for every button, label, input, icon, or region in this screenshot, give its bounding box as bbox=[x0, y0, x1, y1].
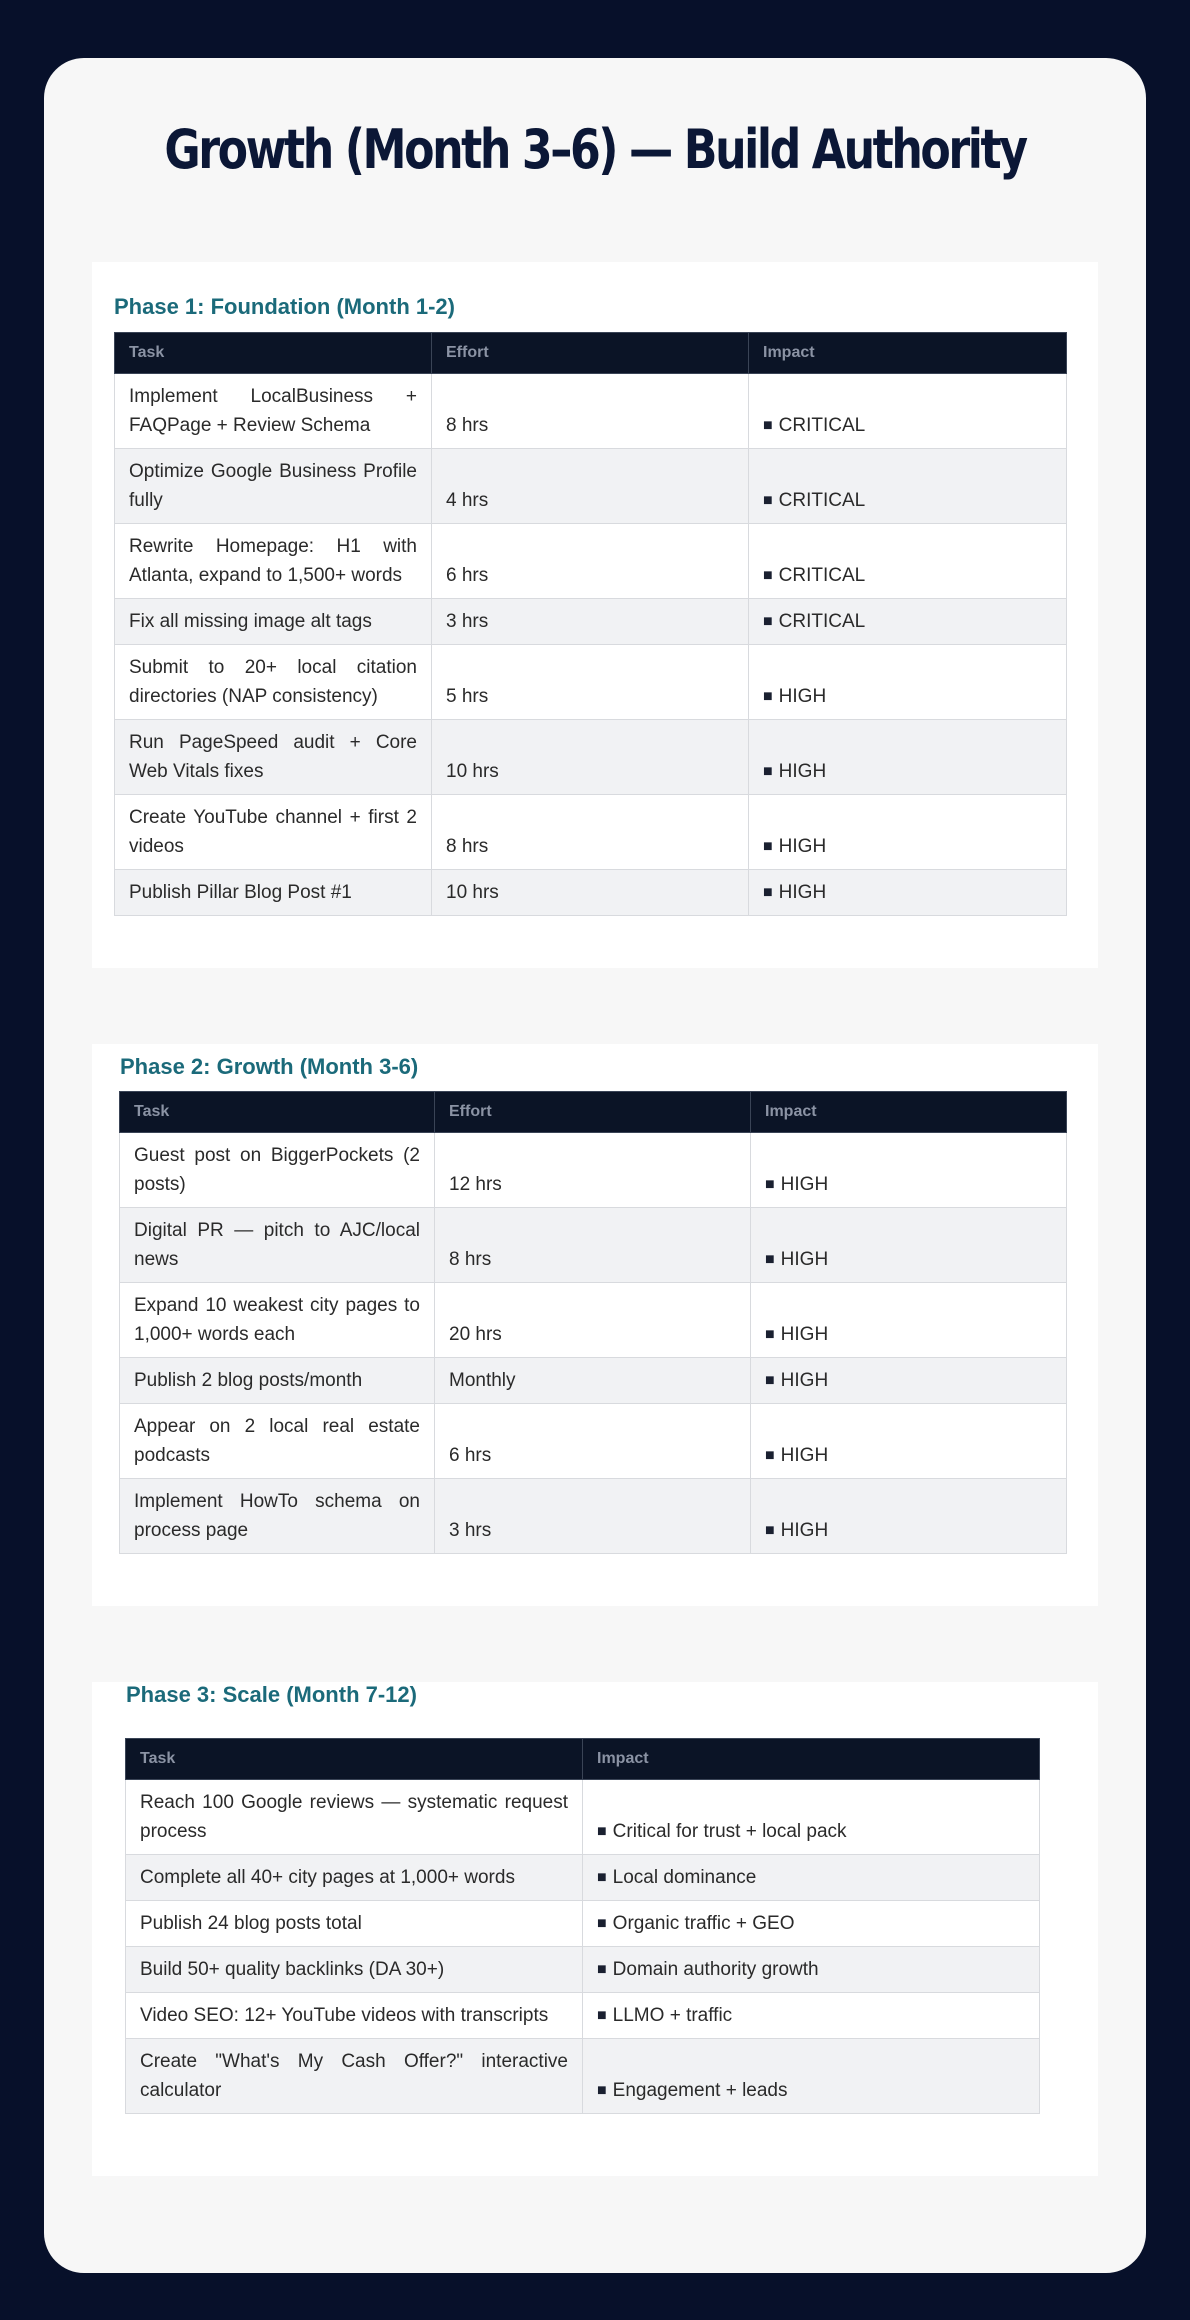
impact-label: HIGH bbox=[780, 1249, 829, 1270]
effort-cell: 12 hrs bbox=[435, 1133, 751, 1208]
impact-label: HIGH bbox=[780, 1174, 829, 1195]
phase-2-heading: Phase 2: Growth (Month 3-6) bbox=[120, 1054, 419, 1079]
table-row bbox=[126, 1993, 1040, 2039]
column-header-impact: Impact bbox=[583, 1739, 1040, 1780]
table-row bbox=[126, 1780, 1040, 1855]
square-bullet-icon: ■ bbox=[763, 492, 773, 509]
table-row bbox=[126, 1901, 1040, 1947]
impact-label: CRITICAL bbox=[778, 415, 866, 436]
square-bullet-icon: ■ bbox=[597, 1869, 607, 1886]
impact-label: HIGH bbox=[778, 761, 827, 782]
task-cell: Create "What's My Cash Offer?" interactive calculator bbox=[126, 2039, 583, 2114]
impact-cell bbox=[751, 1404, 1067, 1479]
phase-1-table bbox=[114, 332, 1067, 916]
table-row bbox=[120, 1133, 1067, 1208]
task-cell: Digital PR — pitch to AJC/local news bbox=[120, 1208, 435, 1283]
column-header-task: Task bbox=[120, 1092, 435, 1133]
square-bullet-icon: ■ bbox=[763, 763, 773, 780]
impact-cell bbox=[583, 1780, 1040, 1855]
effort-cell: 8 hrs bbox=[432, 795, 749, 870]
table-row bbox=[126, 1947, 1040, 1993]
table-row bbox=[120, 1208, 1067, 1283]
impact-label: HIGH bbox=[778, 882, 827, 903]
square-bullet-icon: ■ bbox=[765, 1326, 775, 1343]
impact-cell bbox=[749, 599, 1067, 645]
impact-cell bbox=[749, 374, 1067, 449]
square-bullet-icon: ■ bbox=[763, 567, 773, 584]
table-row bbox=[120, 1283, 1067, 1358]
task-cell: Video SEO: 12+ YouTube videos with transcripts bbox=[126, 1993, 583, 2039]
effort-cell: 10 hrs bbox=[432, 870, 749, 916]
table-header-row bbox=[126, 1739, 1040, 1780]
task-cell: Create YouTube channel + first 2 videos bbox=[115, 795, 432, 870]
impact-cell bbox=[751, 1283, 1067, 1358]
effort-cell: 6 hrs bbox=[435, 1404, 751, 1479]
table-row bbox=[115, 374, 1067, 449]
impact-label: HIGH bbox=[780, 1370, 829, 1391]
column-header-impact: Impact bbox=[749, 333, 1067, 374]
task-cell: Publish Pillar Blog Post #1 bbox=[115, 870, 432, 916]
table-row bbox=[115, 870, 1067, 916]
phase-2-table bbox=[119, 1091, 1067, 1554]
task-cell: Fix all missing image alt tags bbox=[115, 599, 432, 645]
table-row bbox=[115, 524, 1067, 599]
impact-cell bbox=[751, 1358, 1067, 1404]
page-title: Growth (Month 3–6) — Build Authority bbox=[164, 118, 1026, 181]
impact-cell bbox=[749, 524, 1067, 599]
impact-label: CRITICAL bbox=[778, 565, 866, 586]
table-row bbox=[120, 1404, 1067, 1479]
table-row bbox=[126, 2039, 1040, 2114]
impact-cell bbox=[751, 1208, 1067, 1283]
effort-cell: 3 hrs bbox=[435, 1479, 751, 1554]
impact-label: CRITICAL bbox=[778, 611, 866, 632]
square-bullet-icon: ■ bbox=[597, 1961, 607, 1978]
effort-cell: 8 hrs bbox=[432, 374, 749, 449]
impact-cell bbox=[751, 1479, 1067, 1554]
phase-3-table bbox=[125, 1738, 1040, 2114]
effort-cell: 10 hrs bbox=[432, 720, 749, 795]
column-header-effort: Effort bbox=[435, 1092, 751, 1133]
task-cell: Publish 2 blog posts/month bbox=[120, 1358, 435, 1404]
impact-cell bbox=[583, 1901, 1040, 1947]
square-bullet-icon: ■ bbox=[597, 1915, 607, 1932]
impact-label: Engagement + leads bbox=[612, 2080, 788, 2101]
square-bullet-icon: ■ bbox=[765, 1522, 775, 1539]
impact-label: HIGH bbox=[778, 686, 827, 707]
square-bullet-icon: ■ bbox=[763, 838, 773, 855]
impact-label: Local dominance bbox=[612, 1867, 757, 1888]
task-cell: Implement HowTo schema on process page bbox=[120, 1479, 435, 1554]
phase-1-heading: Phase 1: Foundation (Month 1-2) bbox=[114, 294, 455, 319]
phase-3-heading: Phase 3: Scale (Month 7-12) bbox=[126, 1682, 417, 1707]
effort-cell: 4 hrs bbox=[432, 449, 749, 524]
column-header-effort: Effort bbox=[432, 333, 749, 374]
square-bullet-icon: ■ bbox=[597, 1823, 607, 1840]
square-bullet-icon: ■ bbox=[763, 613, 773, 630]
task-cell: Reach 100 Google reviews — systematic request process bbox=[126, 1780, 583, 1855]
table-row bbox=[115, 599, 1067, 645]
impact-cell bbox=[749, 645, 1067, 720]
impact-label: Domain authority growth bbox=[612, 1959, 819, 1980]
table-row bbox=[115, 645, 1067, 720]
table-header-row bbox=[120, 1092, 1067, 1133]
table-row bbox=[120, 1479, 1067, 1554]
effort-cell: Monthly bbox=[435, 1358, 751, 1404]
effort-cell: 3 hrs bbox=[432, 599, 749, 645]
task-cell: Implement LocalBusiness + FAQPage + Review Schema bbox=[115, 374, 432, 449]
impact-label: CRITICAL bbox=[778, 490, 866, 511]
impact-cell bbox=[583, 1947, 1040, 1993]
square-bullet-icon: ■ bbox=[763, 884, 773, 901]
impact-label: HIGH bbox=[780, 1520, 829, 1541]
column-header-task: Task bbox=[126, 1739, 583, 1780]
impact-label: Critical for trust + local pack bbox=[612, 1821, 847, 1842]
task-cell: Appear on 2 local real estate podcasts bbox=[120, 1404, 435, 1479]
task-cell: Complete all 40+ city pages at 1,000+ words bbox=[126, 1855, 583, 1901]
impact-cell bbox=[749, 870, 1067, 916]
square-bullet-icon: ■ bbox=[597, 2007, 607, 2024]
task-cell: Publish 24 blog posts total bbox=[126, 1901, 583, 1947]
impact-label: HIGH bbox=[778, 836, 827, 857]
square-bullet-icon: ■ bbox=[597, 2082, 607, 2099]
square-bullet-icon: ■ bbox=[765, 1447, 775, 1464]
square-bullet-icon: ■ bbox=[763, 688, 773, 705]
square-bullet-icon: ■ bbox=[765, 1251, 775, 1268]
impact-cell bbox=[749, 720, 1067, 795]
square-bullet-icon: ■ bbox=[765, 1176, 775, 1193]
task-cell: Optimize Google Business Profile fully bbox=[115, 449, 432, 524]
column-header-impact: Impact bbox=[751, 1092, 1067, 1133]
table-header-row bbox=[115, 333, 1067, 374]
effort-cell: 8 hrs bbox=[435, 1208, 751, 1283]
task-cell: Run PageSpeed audit + Core Web Vitals fixes bbox=[115, 720, 432, 795]
column-header-task: Task bbox=[115, 333, 432, 374]
impact-cell bbox=[749, 795, 1067, 870]
effort-cell: 20 hrs bbox=[435, 1283, 751, 1358]
impact-cell bbox=[583, 1993, 1040, 2039]
effort-cell: 5 hrs bbox=[432, 645, 749, 720]
task-cell: Rewrite Homepage: H1 with Atlanta, expand to 1,500+ words bbox=[115, 524, 432, 599]
impact-cell bbox=[583, 1855, 1040, 1901]
impact-cell bbox=[749, 449, 1067, 524]
task-cell: Build 50+ quality backlinks (DA 30+) bbox=[126, 1947, 583, 1993]
table-row bbox=[115, 795, 1067, 870]
impact-label: Organic traffic + GEO bbox=[612, 1913, 795, 1934]
impact-label: LLMO + traffic bbox=[612, 2005, 733, 2026]
square-bullet-icon: ■ bbox=[763, 417, 773, 434]
task-cell: Guest post on BiggerPockets (2 posts) bbox=[120, 1133, 435, 1208]
table-row bbox=[115, 449, 1067, 524]
task-cell: Expand 10 weakest city pages to 1,000+ words each bbox=[120, 1283, 435, 1358]
table-row bbox=[126, 1855, 1040, 1901]
effort-cell: 6 hrs bbox=[432, 524, 749, 599]
impact-cell bbox=[751, 1133, 1067, 1208]
impact-label: HIGH bbox=[780, 1445, 829, 1466]
impact-label: HIGH bbox=[780, 1324, 829, 1345]
table-row bbox=[120, 1358, 1067, 1404]
square-bullet-icon: ■ bbox=[765, 1372, 775, 1389]
table-row bbox=[115, 720, 1067, 795]
task-cell: Submit to 20+ local citation directories (NAP consistency) bbox=[115, 645, 432, 720]
impact-cell bbox=[583, 2039, 1040, 2114]
